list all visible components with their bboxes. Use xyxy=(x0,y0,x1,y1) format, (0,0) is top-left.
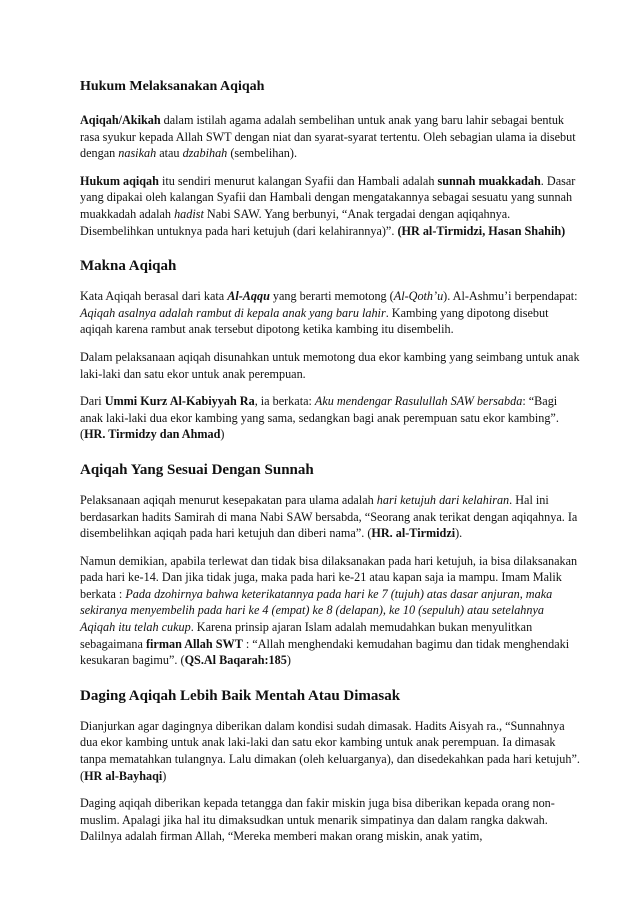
term-dzabihah: dzabihah xyxy=(182,146,228,161)
term-al-aqqu: Al-Aqqu xyxy=(227,289,270,304)
term-hadist: hadist xyxy=(174,206,204,221)
paragraph-pembagian-daging: Daging aqiqah diberikan kepada tetangga dan fakir miskin juga bisa diberikan kepada orang non-muslim. Apalagi jika hal itu dimaksudkan untuk menarik simpatinya dan dalam rangka dakwah. Dalilnya adalah firman Allah, “Mereka memberi makan orang miskin, anak yatim, xyxy=(80,796,555,844)
text-run: ). Al-Ashmu’i berpendapat: xyxy=(443,289,578,304)
text-run: ) xyxy=(162,768,167,783)
quote-al-ashmui: Aqiqah asalnya adalah rambut di kepala anak yang baru lahir xyxy=(80,305,386,320)
text-run: , ia berkata: xyxy=(254,394,315,409)
text-run: : “Allah menghendaki kemudahan bagimu dan tidak menghendaki kesukaran bagimu”. ( xyxy=(80,636,570,668)
text-run: Namun demikian, apabila terlewat dan tidak bisa dilaksanakan pada hari ketujuh, ia bisa dilaksanakan pada hari ke-14. Dan jika tidak juga, maka pada hari ke-21 atau kapan saja ia mampu. Imam Malik berkata : xyxy=(80,553,578,601)
paragraph-definisi-aqiqah xyxy=(80,112,580,162)
quote-imam-malik: Pada dzohirnya bahwa keterikatannya pada hari ke 7 (tujuh) atas dasar anjuran, maka sekiranya menyembelih pada hari ke 4 (empat) ke 8 (delapan), ke 10 (sepuluh) atau setelahnya Aqiqah itu telah cukup xyxy=(80,586,553,635)
term-al-qothu: Al-Qoth’u xyxy=(393,289,444,304)
heading-hukum-aqiqah: Hukum Melaksanakan Aqiqah xyxy=(80,79,265,94)
quote-rasulullah: Aku mendengar Rasulullah SAW bersabda xyxy=(314,394,523,409)
text-run: dalam istilah agama adalah sembelihan untuk anak yang baru lahir sebagai bentuk rasa syukur kepada Allah SWT dengan niat dan syarat-syarat tertentu. Oleh sebagian ulama ia disebut dengan xyxy=(80,113,576,161)
heading-aqiqah-sunnah: Aqiqah Yang Sesuai Dengan Sunnah xyxy=(80,461,314,478)
text-run: Dari xyxy=(80,394,105,409)
text-run: Pelaksanaan aqiqah menurut kesepakatan para ulama adalah xyxy=(80,492,377,507)
paragraph-hukum-aqiqah xyxy=(80,173,580,239)
citation-tirmidzy-ahmad: HR. Tirmidzy dan Ahmad xyxy=(84,427,221,442)
text-run: . Dasar yang dipakai oleh kalangan Syafii dan Hambali dengan mengatakannya sebagai sesuatu yang sunnah muakkadah adalah xyxy=(80,173,576,221)
citation-al-tirmidzi: HR. al-Tirmidzi xyxy=(371,526,456,541)
term-sunnah-muakkadah: sunnah muakkadah xyxy=(437,173,541,188)
heading-makna-aqiqah: Makna Aqiqah xyxy=(80,258,177,275)
term-hukum-aqiqah: Hukum aqiqah xyxy=(80,173,159,188)
text-run: yang berarti memotong ( xyxy=(269,289,394,304)
text-run: ) xyxy=(286,653,291,668)
term-hari-ketujuh: hari ketujuh dari kelahiran xyxy=(376,492,510,507)
text-run: Kata Aqiqah berasal dari kata xyxy=(80,289,228,304)
heading-daging-aqiqah: Daging Aqiqah Lebih Baik Mentah Atau Dimasak xyxy=(80,687,401,704)
narrator-ummi-kurz: Ummi Kurz Al-Kabiyyah Ra xyxy=(104,394,255,409)
text-run: ). xyxy=(455,526,463,541)
text-run: . Karena prinsip ajaran Islam adalah memudahkan bukan menyulitkan sebagaimana xyxy=(80,620,533,651)
text-run: ) xyxy=(220,427,225,442)
paragraph-hadits-ummi-kurz xyxy=(80,393,580,443)
paragraph-waktu-aqiqah xyxy=(80,492,580,542)
text-run: Dianjurkan agar dagingnya diberikan dalam kondisi sudah dimasak. Hadits Aisyah ra., “Sunnahnya dua ekor kambing untuk anak laki-laki dan satu ekor kambing untuk anak perempuan. Ia dimasak tanpa mematahkan tulangnya. Lalu dimakan (oleh keluarganya), dan disedekahkan pada hari ketujuh”. ( xyxy=(80,718,580,783)
text-run: : “Bagi anak laki-laki dua ekor kambing yang sama, sedangkan bagi anak perempuan satu ekor kambing”. ( xyxy=(80,394,559,442)
term-aqiqah-akikah: Aqiqah/Akikah xyxy=(80,113,161,127)
text-run: itu sendiri menurut kalangan Syafii dan Hambali adalah xyxy=(158,173,438,188)
text-run: atau xyxy=(156,146,183,161)
term-firman-allah: firman Allah SWT xyxy=(145,636,243,651)
paragraph-asal-kata xyxy=(80,288,580,338)
text-run: . Kambing yang dipotong disebut aqiqah karena rambut anak tersebut dipotong ketika kambing itu disembelih. xyxy=(80,305,549,337)
text-run: (sembelihan). xyxy=(227,146,297,161)
term-nasikah: nasikah xyxy=(118,146,157,161)
text-run: Nabi SAW. Yang berbunyi, “Anak tergadai dengan aqiqahnya. Disembelihkan untuknya pada hari ketujuh (dari kelahirannya)”. xyxy=(80,206,511,238)
paragraph-terlewat xyxy=(80,553,580,669)
text-run: . Hal ini berdasarkan hadits Samirah di mana Nabi SAW bersabda, “Seorang anak terikat dengan aqiqahnya. Ia disembelihkan aqiqah pada hari ketujuh dan diberi nama”. ( xyxy=(80,492,578,541)
paragraph-dimasak xyxy=(80,718,580,784)
citation-tirmidzi: (HR al-Tirmidzi, Hasan Shahih) xyxy=(397,223,566,238)
citation-al-baqarah: QS.Al Baqarah:185 xyxy=(184,653,287,668)
paragraph-jumlah-kambing: Dalam pelaksanaan aqiqah disunahkan untuk memotong dua ekor kambing yang seimbang untuk anak laki-laki dan satu ekor untuk anak perempuan. xyxy=(80,349,580,381)
citation-al-bayhaqi: HR al-Bayhaqi xyxy=(84,768,163,783)
